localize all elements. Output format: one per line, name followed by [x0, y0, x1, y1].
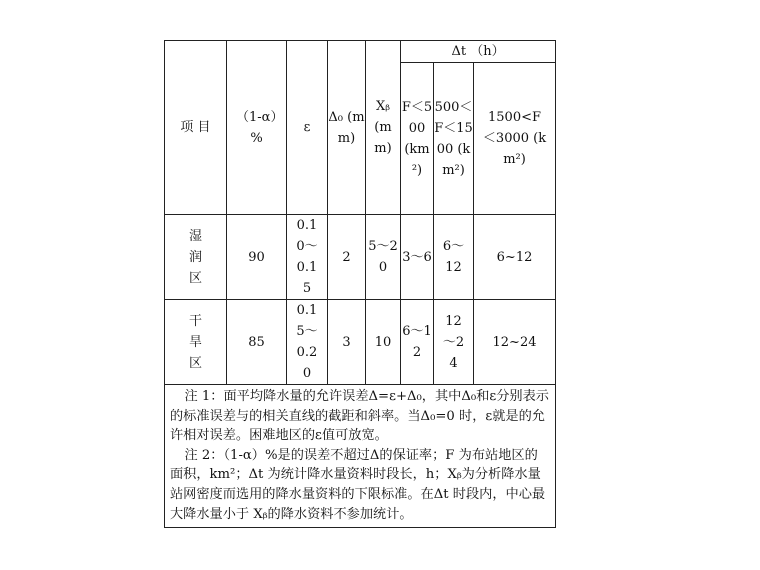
- delta0-cell: 3: [328, 300, 366, 385]
- header-delta0: Δ₀ (mm): [328, 41, 366, 215]
- epsilon-cell: 0.15～0.20: [287, 300, 328, 385]
- xbeta-cell: 10: [366, 300, 401, 385]
- header-area-small: F＜500 (km²): [401, 63, 434, 215]
- dt-medium-cell: 12～24: [434, 300, 474, 385]
- xbeta-cell: 5～20: [366, 215, 401, 300]
- header-area-large: 1500<F＜3000 (km²): [474, 63, 556, 215]
- dt-medium-cell: 6～12: [434, 215, 474, 300]
- table-row: [165, 300, 556, 385]
- alpha-cell: 90: [227, 215, 287, 300]
- header-epsilon: ε: [287, 41, 328, 215]
- note-2: 注 2：（1-α）%是的误差不超过Δ的保证率；F 为布站地区的面积，km²；Δt 为统计降水量资料时段长，h；Xᵦ为分析降水量站网密度而选用的降水量资料的下限标准。在Δt 时段内，中心最大降水量小于 Xᵦ的降水资料不参加统计。: [170, 447, 546, 522]
- rainfall-standard-table: [164, 40, 556, 528]
- dt-small-cell: 3～6: [401, 215, 434, 300]
- header-delta-t: Δt （h）: [401, 41, 556, 63]
- header-item: 项 目: [165, 41, 227, 215]
- table-row: [165, 215, 556, 300]
- delta0-cell: 2: [328, 215, 366, 300]
- dt-large-cell: 6~12: [474, 215, 556, 300]
- header-area-medium: 500＜F＜1500 (km²): [434, 63, 474, 215]
- dt-large-cell: 12~24: [474, 300, 556, 385]
- table-notes: [165, 385, 556, 528]
- region-cell: 干旱区: [165, 300, 227, 385]
- dt-small-cell: 6～12: [401, 300, 434, 385]
- region-cell: 湿润区: [165, 215, 227, 300]
- epsilon-cell: 0.10～0.15: [287, 215, 328, 300]
- header-xbeta: Xᵦ (mm): [366, 41, 401, 215]
- note-1: 注 1：面平均降水量的允许误差Δ=ε+Δ₀，其中Δ₀和ε分别表示的标准误差与的相关直线的截距和斜率。当Δ₀=0 时，ε就是的允许相对误差。困难地区的ε值可放宽。: [170, 389, 549, 444]
- header-alpha: （1-α）%: [227, 41, 287, 215]
- alpha-cell: 85: [227, 300, 287, 385]
